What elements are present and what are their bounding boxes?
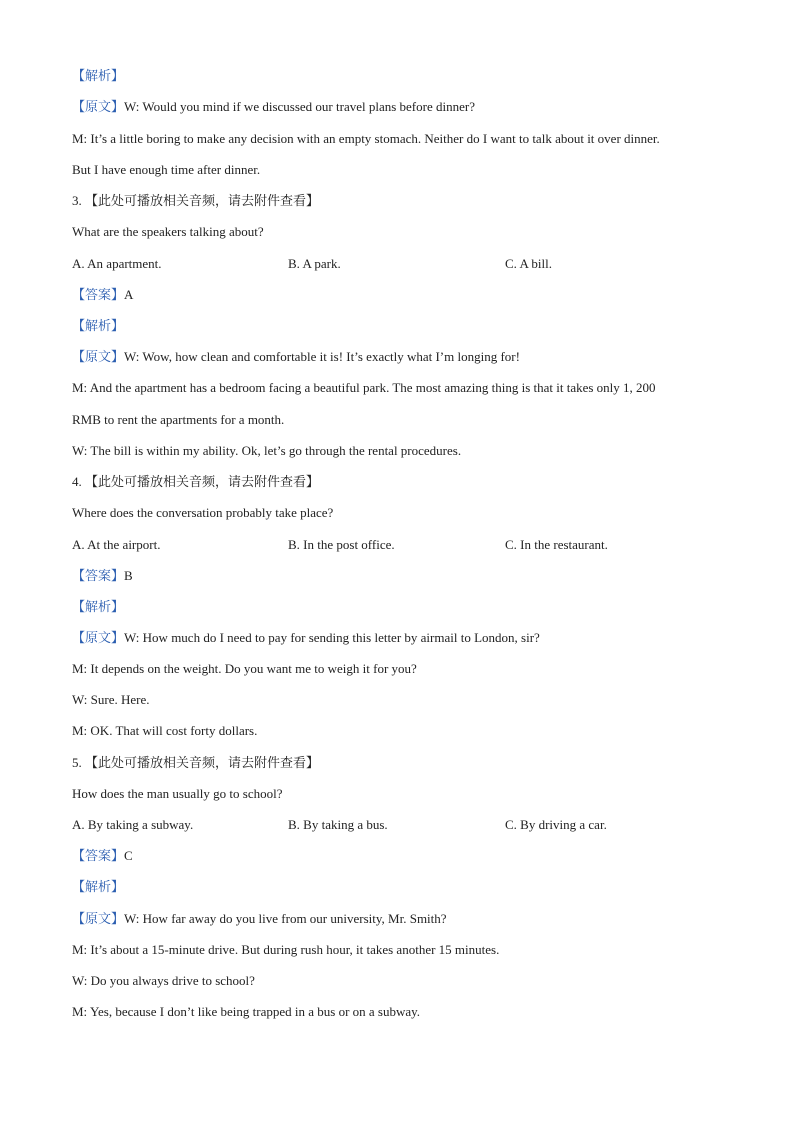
- question-header: [72, 193, 319, 209]
- transcript-line: M: It’s about a 15-minute drive. But during rush hour, it takes another 15 minutes.: [72, 942, 500, 957]
- original-text-label: 【原文】: [72, 99, 125, 114]
- transcript-line: M: It’s a little boring to make any decision with an empty stomach. Neither do I want to talk about it over dinner.: [72, 131, 660, 146]
- answer-value: C: [124, 848, 133, 863]
- transcript-line: 【原文】W: How much do I need to pay for sending this letter by airmail to London, sir?: [72, 630, 540, 645]
- answer-value: B: [124, 568, 133, 583]
- answer-value: A: [124, 287, 134, 302]
- original-text-label: 【原文】: [72, 349, 125, 364]
- audio-link[interactable]: 【此处可播放相关音频，请去附件查看】: [85, 193, 320, 208]
- option-b: B. A park.: [288, 256, 341, 271]
- original-text-label: 【原文】: [72, 911, 125, 926]
- option-a: A. At the airport.: [72, 537, 161, 552]
- transcript-line: W: Do you always drive to school?: [72, 973, 255, 988]
- question-number: 3.: [72, 193, 82, 208]
- answer-label: 【答案】: [72, 568, 125, 583]
- analysis-label: 【解析】: [72, 599, 125, 614]
- option-b: B. In the post office.: [288, 537, 395, 552]
- transcript-line: RMB to rent the apartments for a month.: [72, 412, 285, 427]
- transcript-line: M: OK. That will cost forty dollars.: [72, 723, 258, 738]
- transcript-line: But I have enough time after dinner.: [72, 162, 261, 177]
- option-a: A. An apartment.: [72, 256, 162, 271]
- answer-line: [72, 848, 133, 864]
- option-b: B. By taking a bus.: [288, 817, 388, 832]
- transcript-line: M: Yes, because I don’t like being trapped in a bus or on a subway.: [72, 1004, 421, 1019]
- option-c: C. A bill.: [505, 256, 552, 271]
- transcript-line: W: Sure. Here.: [72, 692, 150, 707]
- original-text-label: 【原文】: [72, 630, 125, 645]
- analysis-label: 【解析】: [72, 879, 125, 894]
- option-c: C. In the restaurant.: [505, 537, 608, 552]
- question-stem: What are the speakers talking about?: [72, 224, 264, 239]
- transcript-line: 【原文】W: Would you mind if we discussed our travel plans before dinner?: [72, 99, 475, 114]
- question-stem: Where does the conversation probably take place?: [72, 505, 334, 520]
- question-header: [72, 474, 319, 490]
- transcript-line: M: It depends on the weight. Do you want me to weigh it for you?: [72, 661, 417, 676]
- analysis-label: 【解析】: [72, 68, 125, 83]
- audio-link[interactable]: 【此处可播放相关音频，请去附件查看】: [85, 474, 320, 489]
- answer-label: 【答案】: [72, 287, 125, 302]
- transcript-line: 【原文】W: Wow, how clean and comfortable it is! It’s exactly what I’m longing for!: [72, 349, 520, 364]
- answer-line: [72, 287, 133, 303]
- transcript-line: M: And the apartment has a bedroom facing a beautiful park. The most amazing thing is that it takes only 1, 200: [72, 380, 656, 395]
- audio-link[interactable]: 【此处可播放相关音频，请去附件查看】: [85, 755, 320, 770]
- question-stem: How does the man usually go to school?: [72, 786, 283, 801]
- question-header: [72, 755, 319, 771]
- answer-label: 【答案】: [72, 848, 125, 863]
- transcript-line: W: The bill is within my ability. Ok, let’s go through the rental procedures.: [72, 443, 462, 458]
- transcript-line: 【原文】W: How far away do you live from our university, Mr. Smith?: [72, 911, 447, 926]
- analysis-label: 【解析】: [72, 318, 125, 333]
- question-number: 4.: [72, 474, 82, 489]
- option-c: C. By driving a car.: [505, 817, 607, 832]
- option-a: A. By taking a subway.: [72, 817, 194, 832]
- answer-line: [72, 568, 133, 584]
- question-number: 5.: [72, 755, 82, 770]
